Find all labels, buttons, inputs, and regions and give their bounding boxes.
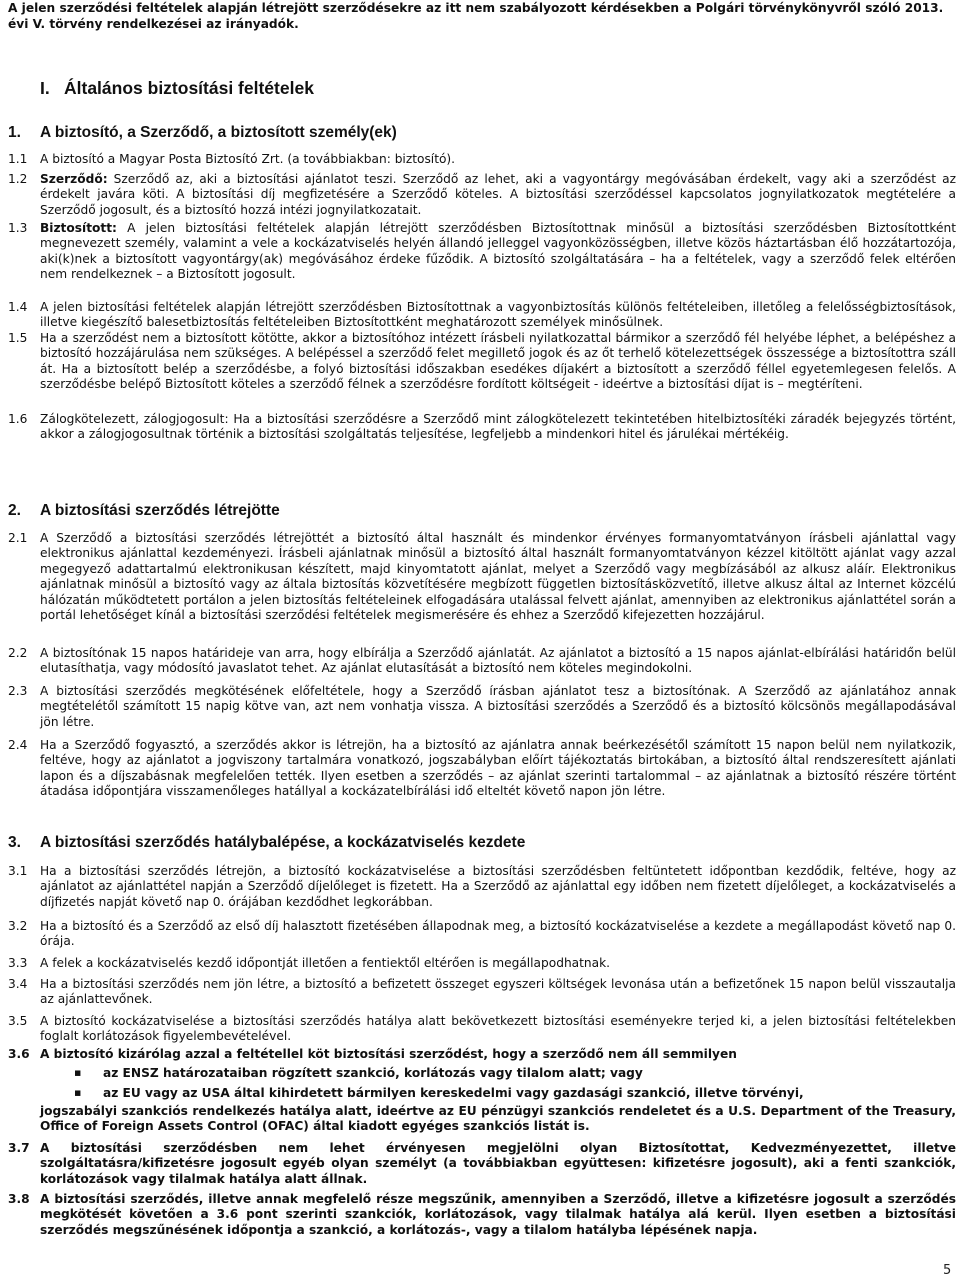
paragraph-text: Ha a biztosítási szerződés nem jön létre, a biztosító a befizetett összeget egyszeri költségek levonása után a befizetőnek 15 napon belül visszautalja az ajánlattevőnek. bbox=[40, 977, 956, 1007]
section-heading-3 bbox=[8, 834, 525, 852]
paragraph-text: Ha a biztosító és a Szerződő az első díj halasztott fizetésében állapodnak meg, a biztosító kockázatviselése a kezdete a megállapodást követő nap 0. órája. bbox=[40, 919, 956, 949]
paragraph-text: A jelen biztosítási feltételek alapján létrejött szerződésben Biztosítottnak a vagyonbiztosítás különös feltételeiben, illetőleg a felelősségbiztosítások, illetve kiegészítő balesetbiztosítás feltételeiben Biztosítottként meghatározott személyek minősülnek. bbox=[40, 300, 956, 330]
sanctions-bullet-list bbox=[8, 1063, 956, 1103]
part-heading bbox=[40, 78, 314, 99]
paragraph-number: 3.6 bbox=[8, 1047, 30, 1061]
section-heading-1 bbox=[8, 124, 397, 142]
paragraph-number: 1.1 bbox=[8, 152, 28, 166]
paragraph-text: Ha a biztosítási szerződés létrejön, a biztosító kockázatviselése a biztosítási szerződésben feltüntetett időpontban kezdődik, feltéve, hogy az ajánlatot az ajánlattétel napján a Szerződő díjelőleget is fizetett. Ha a Szerződő az ajánlattal egy időben nem fizetett díjelőleget, a kockázatviselés a díjfizetés napját követő nap 0. órájában kezdődhet legkorábban. bbox=[40, 864, 956, 909]
section-heading-2 bbox=[8, 502, 280, 520]
paragraph-text: A Szerződő a biztosítási szerződés létrejöttét a biztosító által használt és mindenkor érvényes formanyomtatványon írásbeli ajánlattal vagy elektronikus ajánlattal kezdeményezi. Írásbeli ajánlatnak minősül a biztosító által használt formanyomtatványon kézzel kitöltött ajánlat vagy azzal megegyező adattartalmú elektronikusan készített, majd kinyomtatott ajánlat, melyet a Szerződő vagy megbízásából az alkusz aláír. Elektronikus ajánlatnak minősül a biztosító vagy az általa biztosítás közvetítésére megbízott független biztosításközvetítő, illetve alkusz által az Internet közcélú hálózatán működtetett portálon a jelen biztosítás feltételeinek elfogadására utalással felvett ajánlat, amennyiben az elektronikus ajánlattétel során a portál lehetőséget kínál a biztosítási szerződési feltételek megismerésére és ehhez a Szerződő kifejezetten hozzájárul. bbox=[40, 531, 956, 623]
bullet-item: ▪ az ENSZ határozataiban rögzített szankció, korlátozás vagy tilalom alatt; vagy bbox=[8, 1063, 956, 1083]
paragraph-1-1 bbox=[8, 152, 956, 167]
paragraph-3-7 bbox=[8, 1141, 956, 1187]
paragraph-2-2 bbox=[8, 646, 956, 677]
paragraph-number: 1.3 bbox=[8, 221, 28, 235]
bullet-item: ▪ az EU vagy az USA által kihirdetett bármilyen kereskedelmi vagy gazdasági szankció, illetve törvényi, bbox=[8, 1083, 956, 1103]
paragraph-text: A jelen biztosítási feltételek alapján létrejött szerződésben Biztosítottnak minősül a biztosítási szerződésben Biztosítottként megnevezett személy, valamint a vele a kockázatviselés helyén állandó jelleggel vagyonközösségben, illetve közös háztartásban élő hozzátartozója, aki(k)nek a biztosított vagyontárgy(ak) megóvásához érdeke fűződik. A biztosító szolgáltatására – ha a feltételek, vagy a szerződő felek eltérően nem rendelkeznek – a Biztosított jogosult. bbox=[40, 221, 956, 282]
paragraph-3-5 bbox=[8, 1014, 956, 1045]
paragraph-text: Ha a szerződést nem a biztosított kötötte, akkor a biztosítóhoz intézett írásbeli nyilatkozattal bármikor a szerződő fél helyébe léphet, a belépéshez a biztosító hozzájárulása nem szükséges. A belépéssel a szerződő felet megillető jogok és az őt terhelő kötelezettségek összessége a biztosítottra száll át. Ha a biztosított belép a szerződésbe, a folyó biztosítási időszakban esedékes díjakért a biztosított a szerződő féllel egyetemlegesen felelős. A szerződésbe belépő Biztosított köteles a szerződő félnek a szerződésre fordított költségeit - ideértve a biztosítási díjat is – megtéríteni. bbox=[40, 331, 956, 392]
paragraph-text: A biztosítónak 15 napos határideje van arra, hogy elbírálja a Szerződő ajánlatát. Az ajánlatot a biztosító a 15 napos ajánlat-elbírálási határidőn belül elutasíthatja, vagy módosító javaslatot tehet. Az ajánlat elutasítását a biztosító nem köteles megindokolni. bbox=[40, 646, 956, 676]
paragraph-number: 2.2 bbox=[8, 646, 28, 660]
paragraph-3-6 bbox=[8, 1047, 956, 1062]
intro-text: A jelen szerződési feltételek alapján létrejött szerződésekre az itt nem szabályozott kérdésekben a Polgári törvénykönyvről szóló 2013. évi V. törvény rendelkezései az irányadók. bbox=[8, 1, 944, 31]
paragraph-1-6 bbox=[8, 412, 956, 443]
paragraph-text: A biztosító a Magyar Posta Biztosító Zrt. (a továbbiakban: biztosító). bbox=[40, 152, 456, 166]
paragraph-number: 3.3 bbox=[8, 956, 28, 970]
paragraph-1-2 bbox=[8, 172, 956, 218]
paragraph-text: Szerződő az, aki a biztosítási ajánlatot teszi. Szerződő az lehet, aki a vagyontárgy megóvásában érdekelt, vagy aki a szerződést az érdekelt javára köti. A biztosítási díj megfizetésére a Szerződő köteles. A biztosítási szerződéssel kapcsolatos jognyilatkozatok megtételére a Szerződő jogosult, és a biztosító hozzá intézi jognyilatkozatait. bbox=[40, 172, 956, 217]
section-number: 1. bbox=[8, 124, 21, 141]
paragraph-text: Zálogkötelezett, zálogjogosult: Ha a biztosítási szerződésre a Szerződő mint zálogkötelezett tekintetében hitelbiztosítéki záradék bejegyzés történt, akkor a zálogjogosultnak történik a biztosítási szolgáltatás teljesítése, legfeljebb a mindenkori hitel és járulékai mértékéig. bbox=[40, 412, 956, 442]
paragraph-number: 3.2 bbox=[8, 919, 28, 933]
paragraph-2-1 bbox=[8, 531, 956, 623]
paragraph-number: 3.4 bbox=[8, 977, 28, 991]
paragraph-lead: Biztosított: bbox=[40, 221, 117, 235]
paragraph-1-4 bbox=[8, 300, 956, 331]
paragraph-number: 1.4 bbox=[8, 300, 28, 314]
paragraph-lead: Szerződő: bbox=[40, 172, 108, 186]
section-title: A biztosító, a Szerződő, a biztosított személy(ek) bbox=[40, 124, 397, 141]
paragraph-3-8 bbox=[8, 1192, 956, 1238]
paragraph-3-4 bbox=[8, 977, 956, 1008]
paragraph-3-1 bbox=[8, 864, 956, 910]
paragraph-2-4 bbox=[8, 738, 956, 800]
paragraph-text: Ha a Szerződő fogyasztó, a szerződés akkor is létrejön, ha a biztosító az ajánlatra annak beérkezésétől számított 15 napon belül nem nyilatkozik, feltéve, hogy az ajánlatot a jogviszony tartalmára vonatkozó, jogszabályban előírt tájékoztatás birtokában, a biztosító által rendszeresített ajánlati lapon és a díjszabásnak megfelelően tették. Ilyen esetben a szerződés – az ajánlat szerinti tartalommal – az ajánlatnak a biztosító részére történt átadása időpontjára visszamenőleges hatállyal a kockázatelbírálási idő elteltét követő napon jön létre. bbox=[40, 738, 956, 799]
paragraph-3-6-continued bbox=[8, 1104, 956, 1135]
paragraph-3-3 bbox=[8, 956, 956, 971]
paragraph-lead: A biztosító kizárólag azzal a feltétellel köt biztosítási szerződést, hogy a szerződő nem áll semmilyen bbox=[40, 1047, 737, 1061]
paragraph-number: 1.6 bbox=[8, 412, 28, 426]
part-number: I. bbox=[40, 78, 50, 98]
paragraph-lead: A biztosítási szerződésben nem lehet érvényesen megjelölni olyan Biztosítottat, Kedvezményezettet, illetve szolgáltatásra/kifizetésre jogosult egyéb olyan személyt (a továbbiakban együttesen: kifizetésre jogosult), aki a fenti szankciók, korlátozások vagy tilalmak hatálya alatt állnak. bbox=[40, 1141, 956, 1186]
paragraph-number: 2.1 bbox=[8, 531, 28, 545]
paragraph-text: A biztosító kockázatviselése a biztosítási szerződés hatálya alatt bekövetkezett biztosítási eseményekre terjed ki, a jelen biztosítási feltételekben foglalt korlátozások figyelembevételével. bbox=[40, 1014, 956, 1044]
paragraph-number: 3.8 bbox=[8, 1192, 30, 1206]
paragraph-number: 3.1 bbox=[8, 864, 28, 878]
part-title: Általános biztosítási feltételek bbox=[64, 78, 314, 98]
paragraph-text: A biztosítási szerződés megkötésének előfeltétele, hogy a Szerződő írásban ajánlatot tesz a biztosítónak. A Szerződő az ajánlatához annak megtételétől számított 15 napig kötve van, azt nem vonhatja vissza. A biztosítási szerződés a Szerződő és a biztosító kölcsönös megállapodásával jön létre. bbox=[40, 684, 956, 729]
paragraph-number: 2.4 bbox=[8, 738, 28, 752]
section-title: A biztosítási szerződés hatálybalépése, a kockázatviselés kezdete bbox=[40, 834, 526, 851]
paragraph-number: 1.2 bbox=[8, 172, 28, 186]
paragraph-1-3 bbox=[8, 221, 956, 283]
paragraph-number: 2.3 bbox=[8, 684, 28, 698]
paragraph-3-2 bbox=[8, 919, 956, 950]
paragraph-lead: jogszabályi szankciós rendelkezés hatálya alatt, ideértve az EU pénzügyi szankciós rendeletet és a U.S. Department of the Treasury, Office of Foreign Assets Control (OFAC) által kiadott egyéges szankciós listát is. bbox=[40, 1104, 956, 1134]
paragraph-text: A felek a kockázatviselés kezdő időpontját illetően a fentiektől eltérően is megállapodhatnak. bbox=[40, 956, 611, 970]
paragraph-1-5 bbox=[8, 331, 956, 393]
page-number: 5 bbox=[943, 1263, 952, 1278]
paragraph-number: 3.7 bbox=[8, 1141, 30, 1155]
section-number: 3. bbox=[8, 834, 21, 851]
paragraph-number: 3.5 bbox=[8, 1014, 28, 1028]
paragraph-lead: A biztosítási szerződés, illetve annak megfelelő része megszűnik, amennyiben a Szerződő, illetve a kifizetésre jogosult a szerződés megkötését követően a 3.6 pont szerinti szankciók, korlátozások, vagy tilalmak hatálya alá kerül. Ilyen esetben a biztosítási szerződés megszűnésének időpontja a szankció, a korlátozás-, vagy a tilalom hatályba lépésének napja. bbox=[40, 1192, 956, 1237]
section-number: 2. bbox=[8, 502, 21, 519]
section-title: A biztosítási szerződés létrejötte bbox=[40, 502, 280, 519]
paragraph-number: 1.5 bbox=[8, 331, 28, 345]
paragraph-2-3 bbox=[8, 684, 956, 730]
